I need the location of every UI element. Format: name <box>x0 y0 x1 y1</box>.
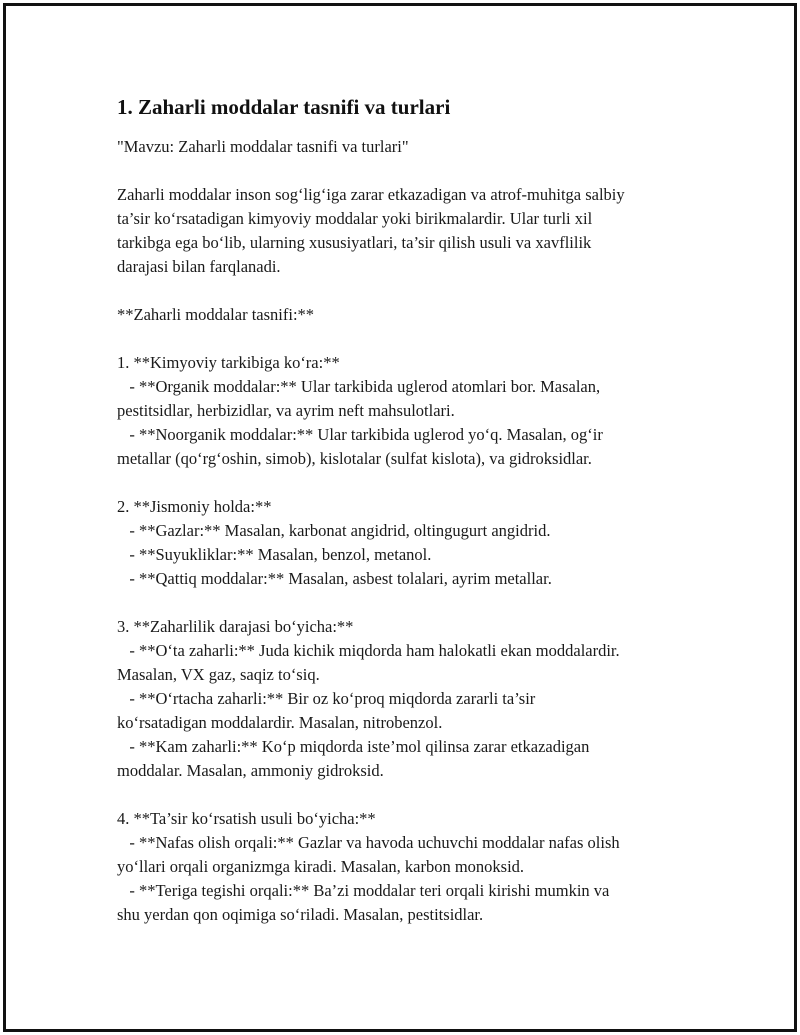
classification-group <box>117 495 717 591</box>
document-subtitle: "Mavzu: Zaharli moddalar tasnifi va turlari" <box>117 137 409 156</box>
group-title: 2. **Jismoniy holda:** <box>117 497 272 516</box>
classification-heading: **Zaharli moddalar tasnifi:** <box>117 305 315 324</box>
group-title: 1. **Kimyoviy tarkibiga ko‘ra:** <box>117 353 340 372</box>
list-item: - **O‘rtacha zaharli:** Bir oz ko‘proq miqdorda zararli ta’sir ko‘rsatadigan moddalardir. Masalan, nitrobenzol. <box>117 689 536 732</box>
list-item: - **Kam zaharli:** Ko‘p miqdorda iste’mol qilinsa zarar etkazadigan moddalar. Masalan, ammoniy gidroksid. <box>117 737 590 780</box>
list-item: - **Qattiq moddalar:** Masalan, asbest tolalari, ayrim metallar. <box>117 569 552 588</box>
list-item: - **O‘ta zaharli:** Juda kichik miqdorda ham halokatli ekan moddalardir. Masalan, VX gaz, saqiz to‘siq. <box>117 641 620 684</box>
document-body <box>117 93 717 927</box>
classification-group <box>117 807 717 927</box>
list-item: - **Nafas olish orqali:** Gazlar va havoda uchuvchi moddalar nafas olish yo‘llari orqali organizmga kiradi. Masalan, karbon monoksid. <box>117 833 620 876</box>
group-title: 4. **Ta’sir ko‘rsatish usuli bo‘yicha:** <box>117 809 376 828</box>
classification-group <box>117 351 717 471</box>
list-item: - **Teriga tegishi orqali:** Ba’zi moddalar teri orqali kirishi mumkin va shu yerdan qon oqimiga so‘riladi. Masalan, pestitsidlar. <box>117 881 610 924</box>
document-title: 1. Zaharli moddalar tasnifi va turlari <box>117 95 451 119</box>
group-title: 3. **Zaharlilik darajasi bo‘yicha:** <box>117 617 354 636</box>
intro-paragraph: Zaharli moddalar inson sog‘lig‘iga zarar etkazadigan va atrof-muhitga salbiy ta’sir ko‘rsatadigan kimyoviy moddalar yoki birikmalardir. Ular turli xil tarkibga ega bo‘lib, ularning xususiyatlari, ta’sir qilish usuli va xavflilik darajasi bilan farqlanadi. <box>117 185 625 276</box>
list-item: - **Gazlar:** Masalan, karbonat angidrid, oltingugurt angidrid. <box>117 521 551 540</box>
list-item: - **Suyukliklar:** Masalan, benzol, metanol. <box>117 545 432 564</box>
list-item: - **Noorganik moddalar:** Ular tarkibida uglerod yo‘q. Masalan, og‘ir metallar (qo‘rg‘oshin, simob), kislotalar (sulfat kislota), va gidroksidlar. <box>117 425 603 468</box>
list-item: - **Organik moddalar:** Ular tarkibida uglerod atomlari bor. Masalan, pestitsidlar, herbizidlar, va ayrim neft mahsulotlari. <box>117 377 601 420</box>
classification-group <box>117 615 717 783</box>
